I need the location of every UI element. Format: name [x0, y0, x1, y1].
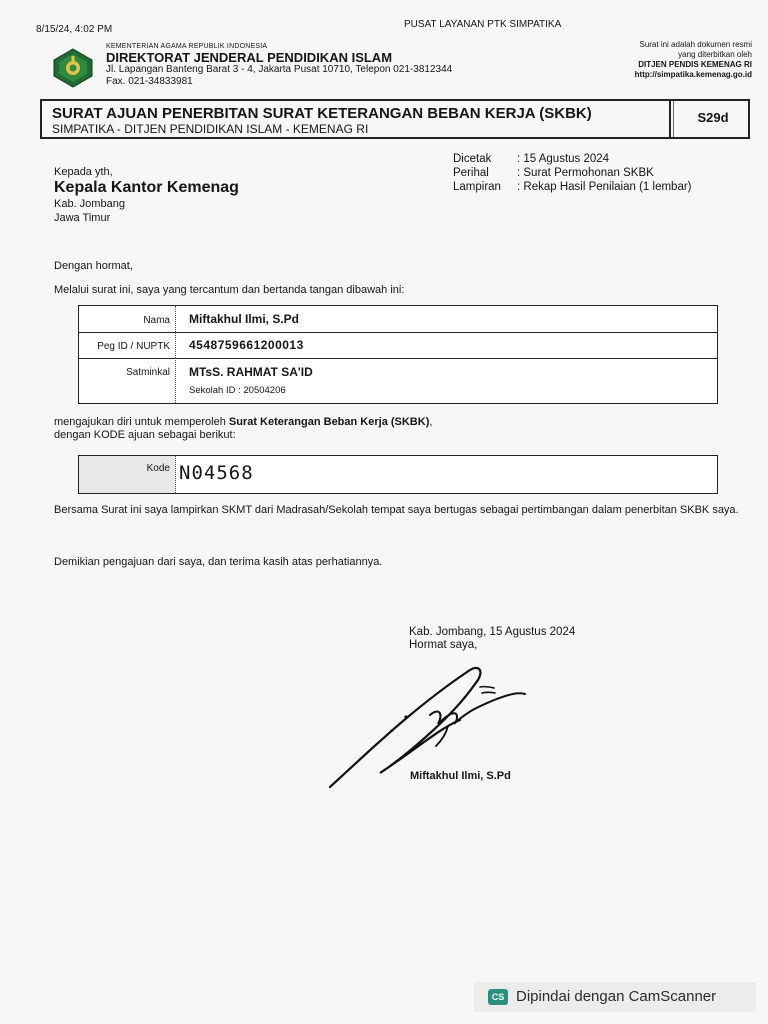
- nama-value: Miftakhul Ilmi, S.Pd: [189, 312, 300, 326]
- meta-row: [453, 180, 692, 194]
- nama-label: Nama: [79, 306, 176, 332]
- camscanner-badge: [474, 982, 756, 1012]
- meta-value: : Rekap Hasil Penilaian (1 lembar): [517, 181, 692, 193]
- official-note-line: Surat ini adalah dokumen resmi: [639, 40, 752, 49]
- kode-label: Kode: [79, 456, 176, 493]
- recipient-city: Kab. Jombang: [54, 198, 125, 210]
- meta-value: : 15 Agustus 2024: [517, 153, 610, 165]
- meta-key: Perihal: [453, 167, 489, 179]
- closing-text: Demikian pengajuan dari saya, dan terima kasih atas perhatiannya.: [54, 556, 383, 568]
- print-datetime: 8/15/24, 4:02 PM: [36, 24, 113, 35]
- fax: Fax. 021-34833981: [106, 76, 193, 87]
- nuptk-value: 4548759661200013: [189, 338, 304, 352]
- recipient-label: Kepada yth,: [54, 166, 113, 178]
- official-note-url: http://simpatika.kemenag.go.id: [634, 70, 752, 79]
- title-box: [40, 99, 750, 139]
- divider: [669, 101, 671, 137]
- greeting: Dengan hormat,: [54, 260, 133, 272]
- document-title: SURAT AJUAN PENERBITAN SURAT KETERANGAN BEBAN KERJA (SKBK): [52, 105, 592, 122]
- directorate-name: DIREKTORAT JENDERAL PENDIDIKAN ISLAM: [106, 50, 393, 65]
- signature-regards: Hormat saya,: [409, 639, 478, 651]
- document-subtitle: SIMPATIKA - DITJEN PENDIDIKAN ISLAM - KEMENAG RI: [52, 122, 369, 136]
- print-source: PUSAT LAYANAN PTK SIMPATIKA: [404, 19, 562, 30]
- letter-meta: [453, 152, 692, 194]
- camscanner-text: Dipindai dengan CamScanner: [516, 988, 717, 1005]
- official-note-line: yang diterbitkan oleh: [678, 50, 752, 59]
- meta-key: Dicetak: [453, 153, 492, 165]
- intro-text: Melalui surat ini, saya yang tercantum dan bertanda tangan dibawah ini:: [54, 284, 405, 296]
- meta-key: Lampiran: [453, 181, 501, 193]
- camscanner-logo-icon: CS: [488, 989, 508, 1005]
- request-text: [54, 416, 432, 442]
- divider: [673, 101, 674, 137]
- request-text-post: ,: [429, 416, 433, 428]
- table-row: [79, 306, 717, 333]
- recipient-name: Kepala Kantor Kemenag: [54, 179, 239, 196]
- attachment-text: Bersama Surat ini saya lampirkan SKMT dari Madrasah/Sekolah tempat saya bertugas sebagai pertimbangan dalam penerbitan SKBK saya.: [54, 504, 739, 516]
- request-text-line2: dengan KODE ajuan sebagai berikut:: [54, 429, 236, 441]
- identity-table: [78, 305, 718, 404]
- signature-place-date: Kab. Jombang, 15 Agustus 2024: [409, 626, 576, 638]
- kode-value: N04568: [179, 462, 254, 484]
- official-note-issuer: DITJEN PENDIS KEMENAG RI: [638, 60, 752, 69]
- kode-table: [78, 455, 718, 494]
- table-row: [79, 332, 717, 359]
- recipient-region: Jawa Timur: [54, 212, 111, 224]
- table-row: [79, 358, 717, 403]
- school-id: Sekolah ID : 20504206: [189, 385, 286, 396]
- official-note: [562, 40, 752, 80]
- request-text-pre: mengajukan diri untuk memperoleh: [54, 416, 229, 428]
- meta-value: : Surat Permohonan SKBK: [517, 167, 654, 179]
- ministry-name: KEMENTERIAN AGAMA REPUBLIK INDONESIA: [106, 43, 268, 50]
- satminkal-label: Satminkal: [79, 358, 176, 403]
- meta-row: [453, 166, 692, 180]
- document-code: S29d: [697, 110, 729, 125]
- meta-row: [453, 152, 692, 166]
- nuptk-label: Peg ID / NUPTK: [79, 332, 176, 358]
- request-text-bold: Surat Keterangan Beban Kerja (SKBK): [228, 416, 430, 428]
- satminkal-value: MTsS. RAHMAT SA'ID: [189, 365, 313, 379]
- signer-name: Miftakhul Ilmi, S.Pd: [410, 770, 511, 782]
- address: Jl. Lapangan Banteng Barat 3 - 4, Jakarta Pusat 10710, Telepon 021-3812344: [106, 64, 453, 75]
- kemenag-logo-icon: [52, 48, 94, 88]
